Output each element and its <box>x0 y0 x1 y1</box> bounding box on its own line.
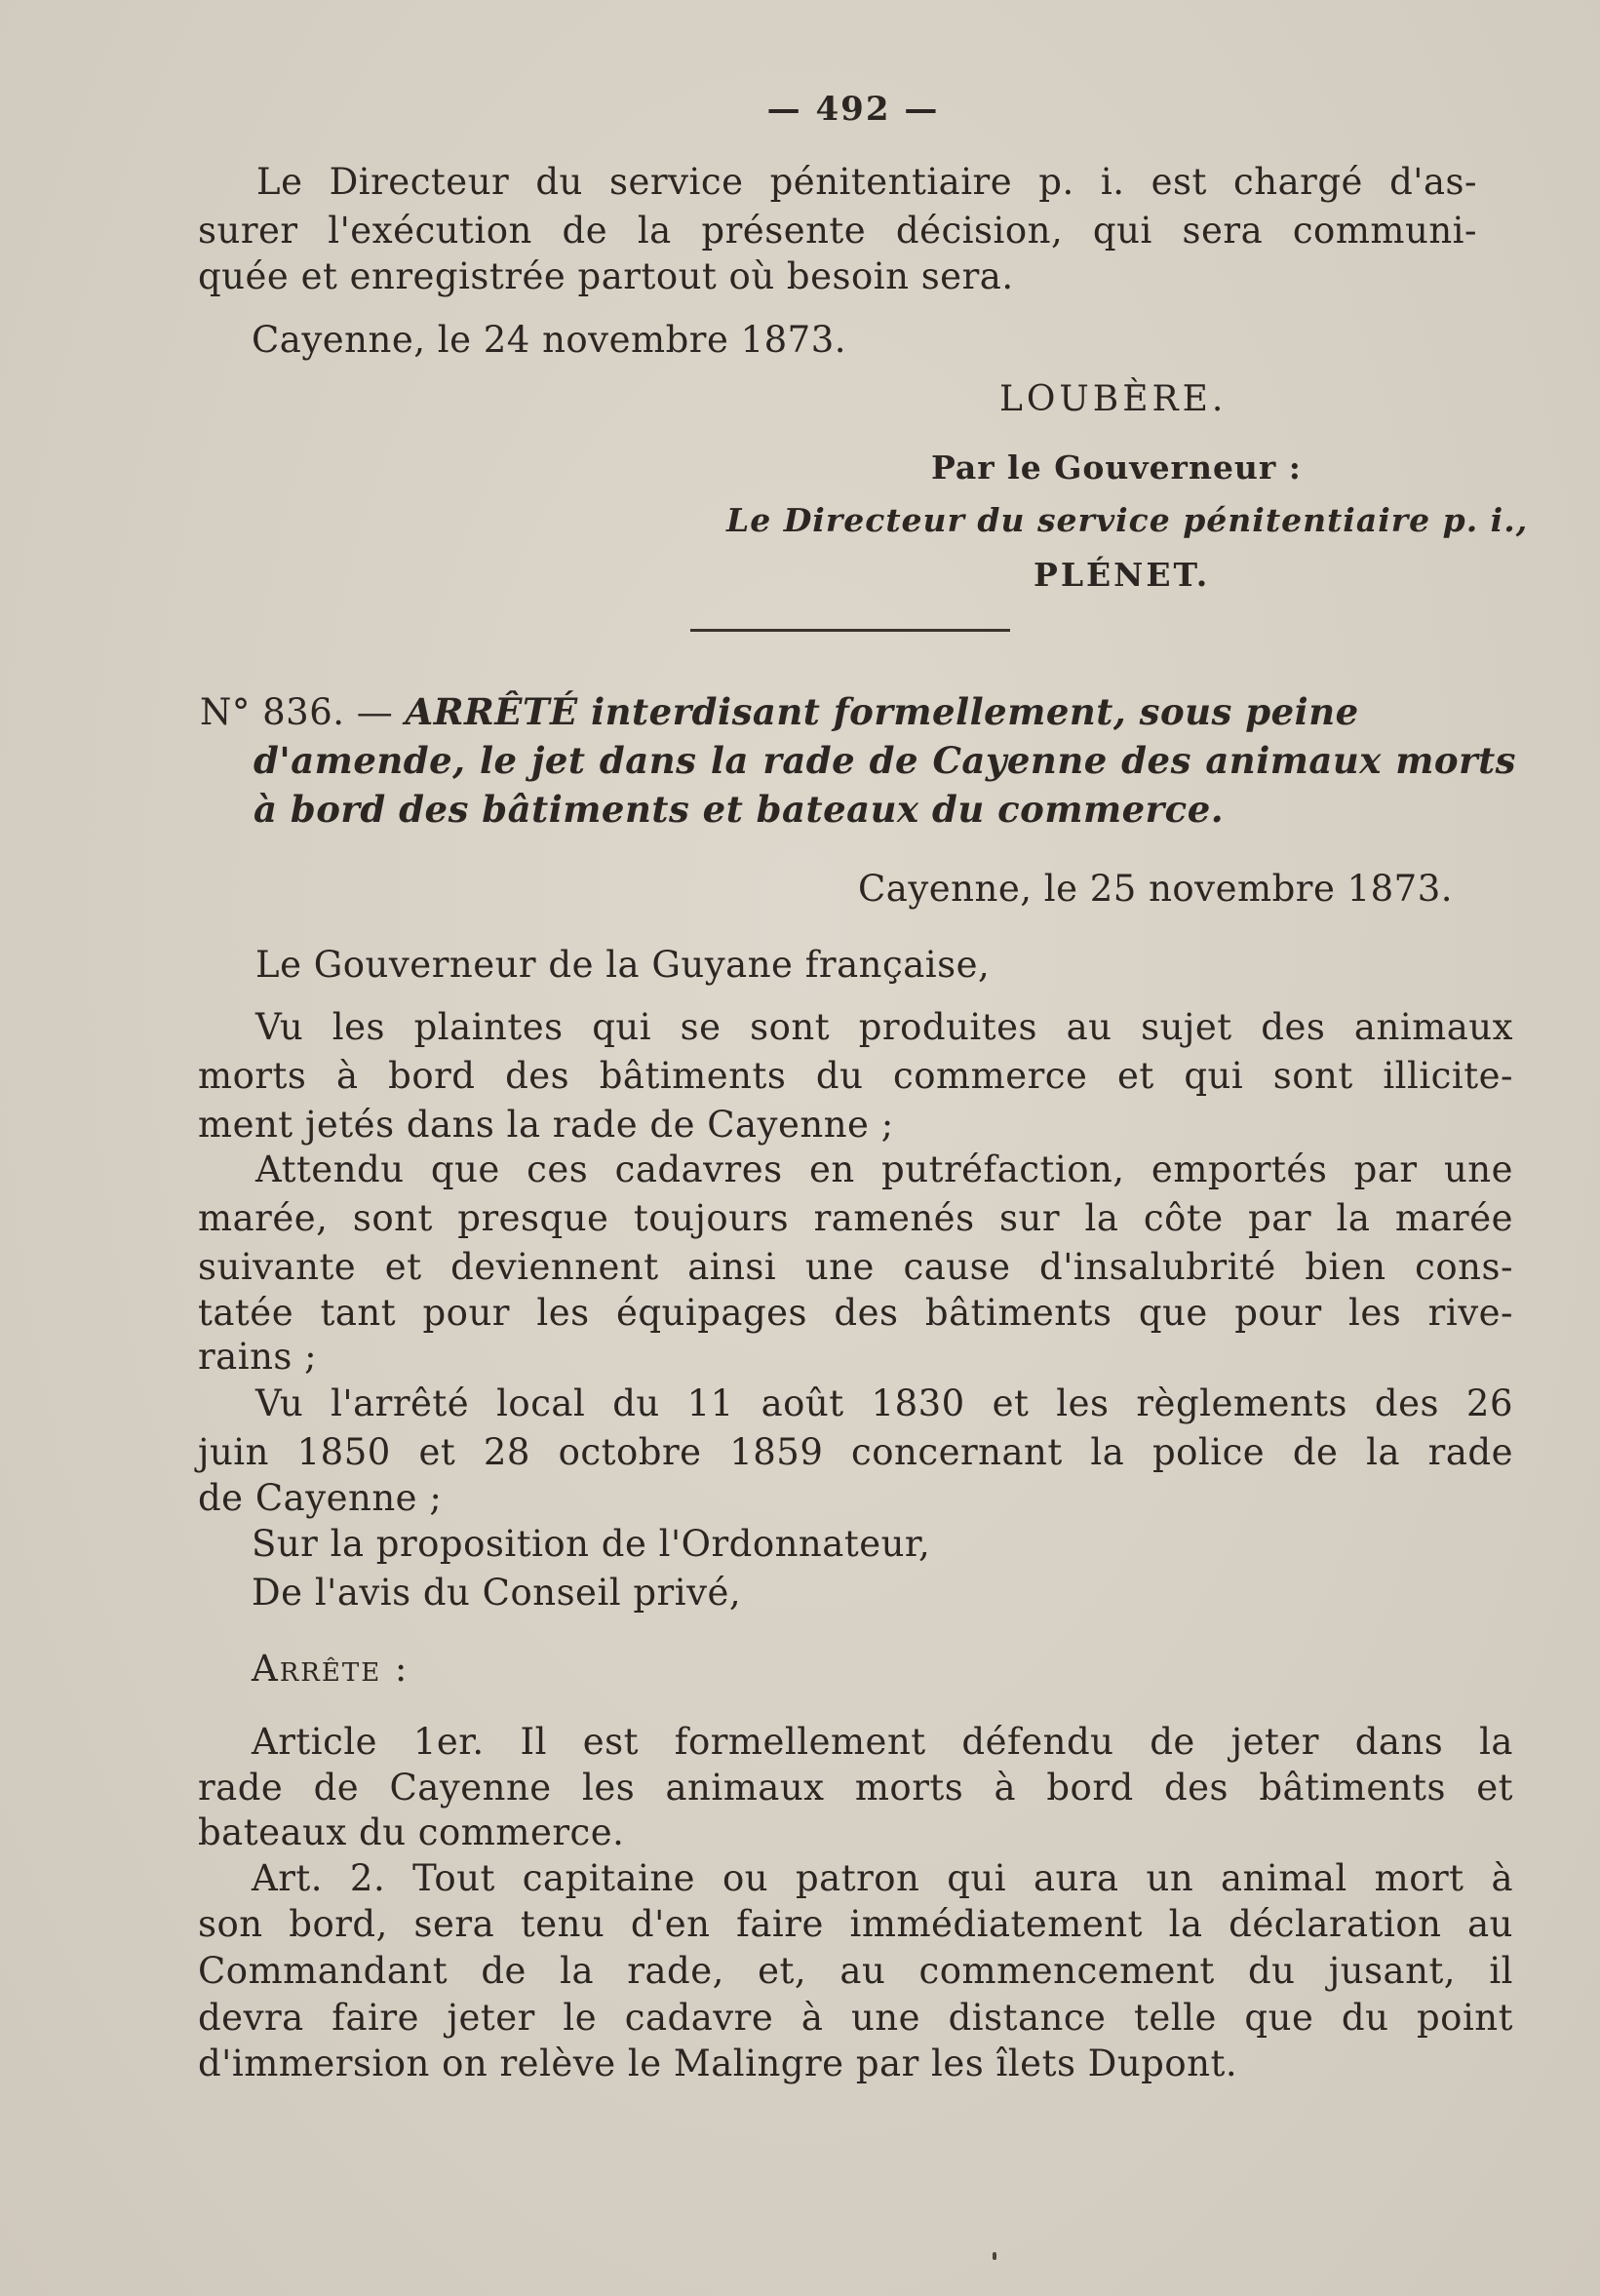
body-line-10: juin 1850 et 28 octobre 1859 concernant la police de la rade <box>198 1431 1513 1473</box>
decree-heading-line-3: à bord des bâtiments et bateaux du commerce. <box>254 788 1225 831</box>
decree-place-date: Cayenne, le 25 novembre 1873. <box>858 868 1454 910</box>
arrete-label: Arrête : <box>252 1648 410 1690</box>
body-line-4: Attendu que ces cadavres en putréfaction, emportés par une <box>255 1148 1513 1190</box>
page-number: — 492 — <box>766 90 940 129</box>
decree-heading-title: ARRÊTÉ interdisant formellement, sous peine <box>405 690 1359 733</box>
body-line-7: tatée tant pour les équipages des bâtiments que pour les rive- <box>198 1292 1513 1334</box>
body-line-3: ment jetés dans la rade de Cayenne ; <box>198 1104 894 1146</box>
article-line-4: Art. 2. Tout capitaine ou patron qui aura un animal mort à <box>252 1857 1513 1899</box>
article-line-6: Commandant de la rade, et, au commencement du jusant, il <box>198 1950 1513 1992</box>
body-line-8: rains ; <box>198 1336 318 1378</box>
article-line-8: d'immersion on relève le Malingre par les îlets Dupont. <box>198 2043 1238 2084</box>
decree-governor: Le Gouverneur de la Guyane française, <box>255 944 991 986</box>
decree-heading-line-1 <box>200 690 1516 734</box>
intro-line-2: surer l'exécution de la présente décision, qui sera communi- <box>198 210 1477 252</box>
decree-number: N° 836. — <box>200 691 406 733</box>
section-divider <box>690 629 1010 632</box>
signature-signer: PLÉNET. <box>1034 556 1211 594</box>
article-line-2: rade de Cayenne les animaux morts à bord des bâtiments et <box>198 1767 1513 1809</box>
signature-name: LOUBÈRE. <box>999 379 1228 419</box>
article-line-1: Article 1er. Il est formellement défendu de jeter dans la <box>252 1721 1513 1763</box>
article-line-5: son bord, sera tenu d'en faire immédiatement la déclaration au <box>198 1903 1513 1945</box>
place-date-1: Cayenne, le 24 novembre 1873. <box>252 319 847 361</box>
paper-speck <box>993 2252 996 2260</box>
body-line-11: de Cayenne ; <box>198 1477 443 1519</box>
intro-line-3: quée et enregistrée partout où besoin sera. <box>198 255 1014 297</box>
body-line-13: De l'avis du Conseil privé, <box>252 1572 742 1614</box>
body-line-9: Vu l'arrêté local du 11 août 1830 et les règlements des 26 <box>255 1382 1513 1424</box>
body-line-6: suivante et deviennent ainsi une cause d'insalubrité bien cons- <box>198 1246 1513 1288</box>
signature-par: Par le Gouverneur : <box>931 448 1302 486</box>
body-line-12: Sur la proposition de l'Ordonnateur, <box>252 1523 931 1565</box>
signature-title: Le Directeur du service pénitentiaire p. i., <box>726 501 1529 539</box>
article-line-7: devra faire jeter le cadavre à une distance telle que du point <box>198 1997 1513 2039</box>
intro-line-1: Le Directeur du service pénitentiaire p. i. est chargé d'as- <box>256 161 1477 203</box>
decree-heading-line-2: d'amende, le jet dans la rade de Cayenne des animaux morts <box>254 739 1516 782</box>
body-line-1: Vu les plaintes qui se sont produites au sujet des animaux <box>255 1006 1513 1048</box>
body-line-2: morts à bord des bâtiments du commerce et qui sont illicite- <box>198 1055 1513 1097</box>
article-line-3: bateaux du commerce. <box>198 1811 625 1853</box>
body-line-5: marée, sont presque toujours ramenés sur la côte par la marée <box>198 1197 1513 1239</box>
